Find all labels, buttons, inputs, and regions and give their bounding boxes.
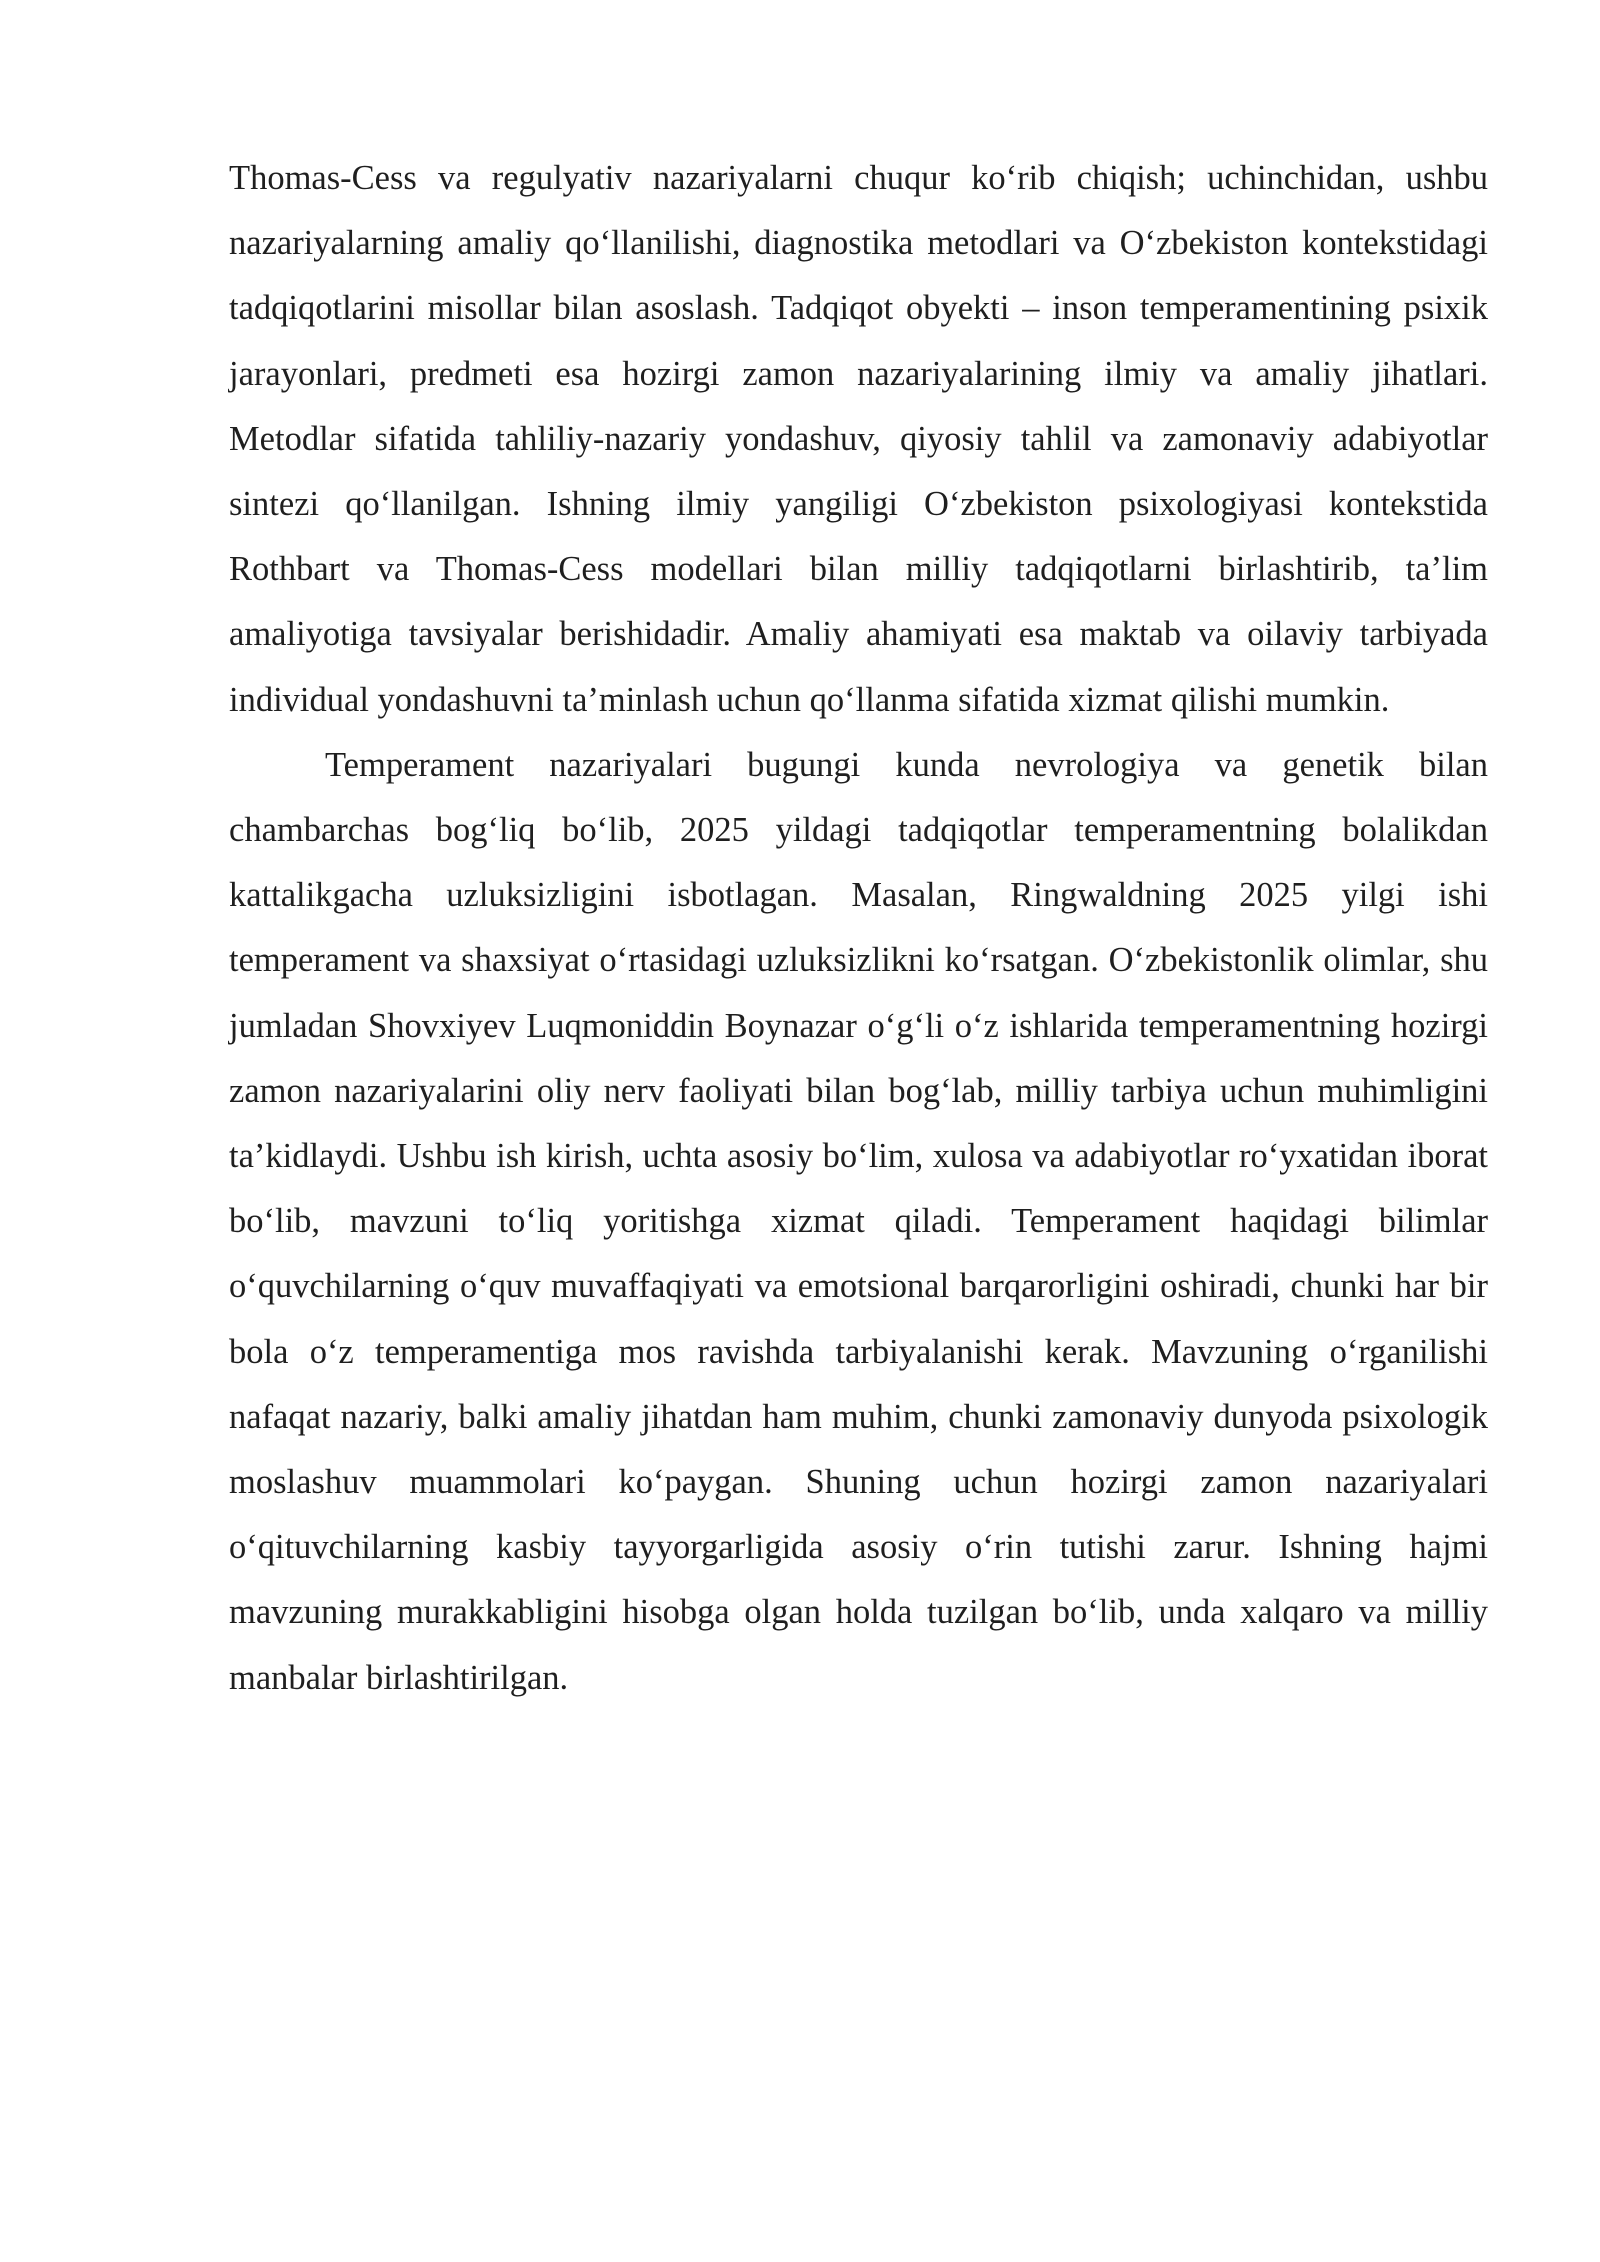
paragraph-continuation: Thomas-Cess va regulyativ nazariyalarni chuqur ko‘rib chiqish; uchinchidan, ushbu nazariyalarning amaliy qo‘llanilishi, diagnostika metodlari va O‘zbekiston kontekstidagi tadqiqotlarini misollar bilan asoslash. Tadqiqot obyekti – inson temperamentining psixik jarayonlari, predmeti esa hozirgi zamon nazariyalarining ilmiy va amaliy jihatlari. Metodlar sifatida tahliliy-nazariy yondashuv, qiyosiy tahlil va zamonaviy adabiyotlar sintezi qo‘llanilgan. Ishning ilmiy yangiligi O‘zbekiston psixologiyasi kontekstida Rothbart va Thomas-Cess modellari bilan milliy tadqiqotlarni birlashtirib, ta’lim amaliyotiga tavsiyalar berishidadir. Amaliy ahamiyati esa maktab va oilaviy tarbiyada individual yondashuvni ta’minlash uchun qo‘llanma sifatida xizmat qilishi mumkin. bbox=[229, 159, 1488, 719]
paragraph-temperament-theories: Temperament nazariyalari bugungi kunda nevrologiya va genetik bilan chambarchas bog‘liq bo‘lib, 2025 yildagi tadqiqotlar temperamentning bolalikdan kattalikgacha uzluksizligini isbotlagan. Masalan, Ringwaldning 2025 yilgi ishi temperament va shaxsiyat o‘rtasidagi uzluksizlikni ko‘rsatgan. O‘zbekistonlik olimlar, shu jumladan Shovxiyev Luqmoniddin Boynazar o‘g‘li o‘z ishlarida temperamentning hozirgi zamon nazariyalarini oliy nerv faoliyati bilan bog‘lab, milliy tarbiya uchun muhimligini ta’kidlaydi. Ushbu ish kirish, uchta asosiy bo‘lim, xulosa va adabiyotlar ro‘yxatidan iborat bo‘lib, mavzuni to‘liq yoritishga xizmat qiladi. Temperament haqidagi bilimlar o‘quvchilarning o‘quv muvaffaqiyati va emotsional barqarorligini oshiradi, chunki har bir bola o‘z temperamentiga mos ravishda tarbiyalanishi kerak. Mavzuning o‘rganilishi nafaqat nazariy, balki amaliy jihatdan ham muhim, chunki zamonaviy dunyoda psixologik moslashuv muammolari ko‘paygan. Shuning uchun hozirgi zamon nazariyalari o‘qituvchilarning kasbiy tayyorgarligida asosiy o‘rin tutishi zarur. Ishning hajmi mavzuning murakkabligini hisobga olgan holda tuzilgan bo‘lib, unda xalqaro va milliy manbalar birlashtirilgan. bbox=[229, 745, 1488, 1697]
body-text bbox=[229, 146, 1488, 1711]
